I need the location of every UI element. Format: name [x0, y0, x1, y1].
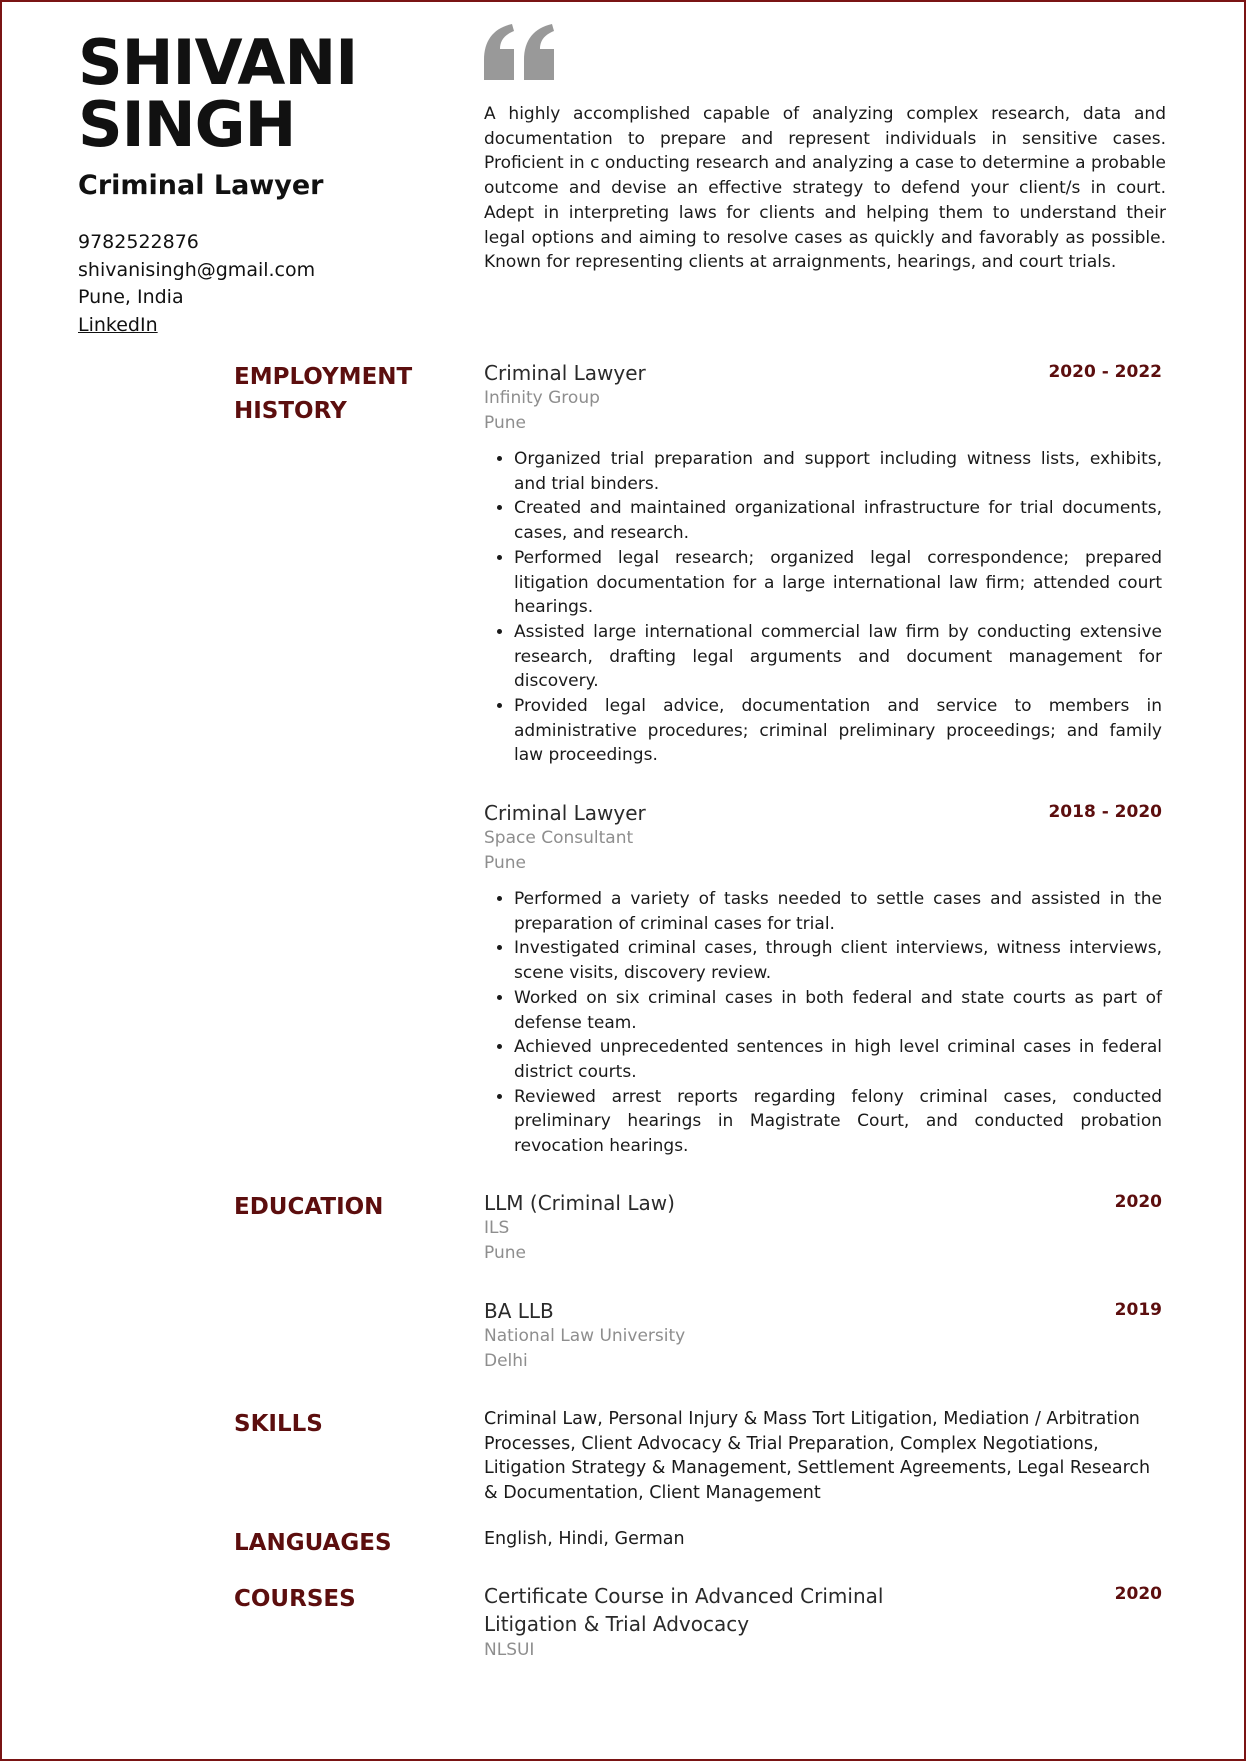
job-bullets — [484, 447, 1162, 768]
graduation-year: 2020 — [1114, 1192, 1162, 1212]
section-title-courses: COURSES — [234, 1586, 356, 1612]
quote-icon — [480, 22, 560, 92]
job-bullets — [484, 887, 1162, 1159]
job-bullet: • Provided legal advice, documentation and service to members in administrative procedures; criminal preliminary proceedings; and family law proceedings. — [514, 694, 1162, 768]
job-bullet: • Created and maintained organizational infrastructure for trial documents, cases, and research. — [514, 496, 1162, 545]
last-name: SINGH — [78, 88, 296, 161]
job-bullet: • Reviewed arrest reports regarding felony criminal cases, conducted preliminary hearings in Magistrate Court, and conducted probation revocation hearings. — [514, 1085, 1162, 1159]
degree-name: BA LLB — [484, 1299, 554, 1323]
first-name: SHIVANI — [78, 26, 358, 99]
company-name: Space Consultant — [484, 828, 634, 848]
school-city: Delhi — [484, 1350, 528, 1371]
education-entry — [484, 1298, 1162, 1373]
skills-list: Criminal Law, Personal Injury & Mass Tort Litigation, Mediation / Arbitration Processes, Client Advocacy & Trial Preparation, Complex Negotiations, Litigation Strategy & Management, Settlement Agreements, Legal Research & Documentation, Client Management — [484, 1409, 1151, 1503]
course-year: 2020 — [1114, 1584, 1162, 1604]
email-address: shivanisingh@gmail.com — [78, 258, 316, 281]
phone-number: 9782522876 — [78, 231, 199, 253]
candidate-name — [78, 26, 358, 161]
course-provider: NLSUI — [484, 1640, 535, 1660]
school-name: National Law University — [484, 1326, 686, 1346]
job-dates: 2018 - 2020 — [1048, 802, 1162, 822]
school-city: Pune — [484, 1242, 526, 1263]
job-dates: 2020 - 2022 — [1048, 362, 1162, 382]
section-title-employment — [234, 360, 434, 428]
company-name: Infinity Group — [484, 388, 600, 408]
job-title: Criminal Lawyer — [484, 361, 646, 385]
job-title: Criminal Lawyer — [484, 801, 646, 825]
job-role: Criminal Lawyer — [78, 170, 324, 201]
languages-list: English, Hindi, German — [484, 1529, 685, 1549]
course-name: Certificate Course in Advanced Criminal Litigation & Trial Advocacy — [484, 1584, 884, 1636]
contact-info — [78, 229, 315, 339]
linkedin-link[interactable]: LinkedIn — [78, 313, 158, 336]
job-entry — [484, 800, 1162, 1159]
education-entry — [484, 1190, 1162, 1265]
location: Pune, India — [78, 286, 184, 308]
profile-summary: A highly accomplished capable of analyzing complex research, data and documentation to prepare and represent individuals in sensitive cases. Proficient in c onducting research and analyzing a case to determine a probable outcome and devise an effective strategy to defend your client/s in court. Adept in interpreting laws for clients and helping them to understand their legal options and aiming to resolve cases as quickly and favorably as possible. Known for representing clients at arraignments, hearings, and court trials. — [484, 104, 1166, 273]
job-bullet: • Performed legal research; organized legal correspondence; prepared litigation documentation for a large international law firm; attended court hearings. — [514, 546, 1162, 620]
job-bullet: • Investigated criminal cases, through client interviews, witness interviews, scene visits, discovery review. — [514, 936, 1162, 985]
section-title-education: EDUCATION — [234, 1194, 384, 1220]
section-title-skills: SKILLS — [234, 1411, 323, 1437]
job-city: Pune — [484, 412, 526, 433]
job-bullet: • Organized trial preparation and support including witness lists, exhibits, and trial binders. — [514, 447, 1162, 496]
job-entry — [484, 360, 1162, 768]
section-title-languages: LANGUAGES — [234, 1530, 392, 1556]
job-bullet: • Worked on six criminal cases in both federal and state courts as part of defense team. — [514, 986, 1162, 1035]
job-bullet: • Assisted large international commercial law firm by conducting extensive research, drafting legal arguments and document management for discovery. — [514, 620, 1162, 694]
graduation-year: 2019 — [1114, 1300, 1162, 1320]
school-name: ILS — [484, 1218, 510, 1238]
job-bullet: • Performed a variety of tasks needed to settle cases and assisted in the preparation of criminal cases for trial. — [514, 887, 1162, 936]
job-city: Pune — [484, 852, 526, 873]
section-title-line: HISTORY — [234, 398, 347, 424]
degree-name: LLM (Criminal Law) — [484, 1191, 675, 1215]
job-bullet: • Achieved unprecedented sentences in high level criminal cases in federal district courts. — [514, 1035, 1162, 1084]
course-entry — [484, 1582, 1162, 1663]
section-title-line: EMPLOYMENT — [234, 364, 413, 390]
